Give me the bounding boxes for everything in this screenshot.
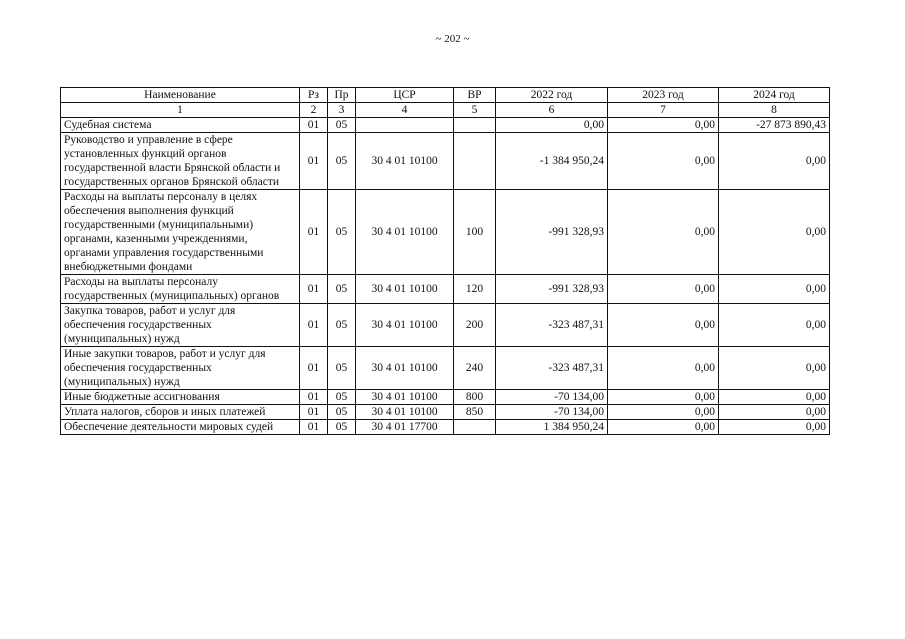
row-pr: 05 <box>328 304 356 347</box>
row-csr: 30 4 01 17700 <box>356 420 454 435</box>
row-pr: 05 <box>328 420 356 435</box>
row-2024: 0,00 <box>719 190 830 275</box>
row-rz: 01 <box>300 304 328 347</box>
row-2023: 0,00 <box>608 347 719 390</box>
row-2022: 1 384 950,24 <box>496 420 608 435</box>
table-row <box>61 190 830 275</box>
row-vr: 100 <box>454 190 496 275</box>
row-pr: 05 <box>328 133 356 190</box>
row-vr <box>454 133 496 190</box>
row-2022: -70 134,00 <box>496 405 608 420</box>
header-2022: 2022 год <box>496 88 608 103</box>
row-vr <box>454 118 496 133</box>
row-rz: 01 <box>300 390 328 405</box>
row-csr: 30 4 01 10100 <box>356 275 454 304</box>
row-2022: -991 328,93 <box>496 190 608 275</box>
row-2023: 0,00 <box>608 275 719 304</box>
row-pr: 05 <box>328 405 356 420</box>
row-vr <box>454 420 496 435</box>
row-vr: 800 <box>454 390 496 405</box>
row-name: Расходы на выплаты персоналу государственных (муниципальных) органов <box>61 275 300 304</box>
row-2024: -27 873 890,43 <box>719 118 830 133</box>
row-vr: 200 <box>454 304 496 347</box>
row-rz: 01 <box>300 275 328 304</box>
column-number: 6 <box>496 103 608 118</box>
table-row <box>61 304 830 347</box>
row-2024: 0,00 <box>719 133 830 190</box>
row-name: Закупка товаров, работ и услуг для обеспечения государственных (муниципальных) нужд <box>61 304 300 347</box>
header-row <box>61 88 830 103</box>
column-number: 5 <box>454 103 496 118</box>
row-2024: 0,00 <box>719 405 830 420</box>
row-csr: 30 4 01 10100 <box>356 405 454 420</box>
row-pr: 05 <box>328 190 356 275</box>
row-name: Уплата налогов, сборов и иных платежей <box>61 405 300 420</box>
row-name: Расходы на выплаты персоналу в целях обеспечения выполнения функций государственными (муниципальными) органами, казенными учреждениями, органами управления государственными внебюджетными фондами <box>61 190 300 275</box>
row-2022: -991 328,93 <box>496 275 608 304</box>
row-csr: 30 4 01 10100 <box>356 190 454 275</box>
row-2022: -70 134,00 <box>496 390 608 405</box>
row-pr: 05 <box>328 275 356 304</box>
row-2024: 0,00 <box>719 420 830 435</box>
row-csr <box>356 118 454 133</box>
header-vr: ВР <box>454 88 496 103</box>
column-number-row <box>61 103 830 118</box>
header-pr: Пр <box>328 88 356 103</box>
row-2023: 0,00 <box>608 118 719 133</box>
table-row <box>61 405 830 420</box>
row-name: Иные бюджетные ассигнования <box>61 390 300 405</box>
row-name: Иные закупки товаров, работ и услуг для обеспечения государственных (муниципальных) нужд <box>61 347 300 390</box>
row-rz: 01 <box>300 347 328 390</box>
row-2024: 0,00 <box>719 390 830 405</box>
row-2022: -323 487,31 <box>496 304 608 347</box>
row-2023: 0,00 <box>608 390 719 405</box>
row-2023: 0,00 <box>608 190 719 275</box>
column-number: 8 <box>719 103 830 118</box>
row-vr: 120 <box>454 275 496 304</box>
column-number: 2 <box>300 103 328 118</box>
row-2024: 0,00 <box>719 275 830 304</box>
row-pr: 05 <box>328 118 356 133</box>
column-number: 4 <box>356 103 454 118</box>
column-number: 1 <box>61 103 300 118</box>
header-2023: 2023 год <box>608 88 719 103</box>
row-rz: 01 <box>300 420 328 435</box>
table-row <box>61 347 830 390</box>
header-rz: Рз <box>300 88 328 103</box>
row-2022: -1 384 950,24 <box>496 133 608 190</box>
column-number: 3 <box>328 103 356 118</box>
table-row <box>61 390 830 405</box>
row-rz: 01 <box>300 190 328 275</box>
row-pr: 05 <box>328 347 356 390</box>
budget-table <box>60 87 830 435</box>
row-csr: 30 4 01 10100 <box>356 347 454 390</box>
row-2022: -323 487,31 <box>496 347 608 390</box>
row-name: Обеспечение деятельности мировых судей <box>61 420 300 435</box>
table-row <box>61 118 830 133</box>
row-rz: 01 <box>300 118 328 133</box>
page-number: ~ 202 ~ <box>435 33 470 45</box>
row-2023: 0,00 <box>608 405 719 420</box>
row-csr: 30 4 01 10100 <box>356 133 454 190</box>
row-vr: 240 <box>454 347 496 390</box>
header-2024: 2024 год <box>719 88 830 103</box>
row-name: Руководство и управление в сфере установленных функций органов государственной власти Брянской области и государственных органов Брянской области <box>61 133 300 190</box>
row-2024: 0,00 <box>719 304 830 347</box>
header-name: Наименование <box>61 88 300 103</box>
row-2024: 0,00 <box>719 347 830 390</box>
table-row <box>61 420 830 435</box>
row-rz: 01 <box>300 405 328 420</box>
row-vr: 850 <box>454 405 496 420</box>
row-2023: 0,00 <box>608 420 719 435</box>
table-row <box>61 133 830 190</box>
row-rz: 01 <box>300 133 328 190</box>
row-2023: 0,00 <box>608 304 719 347</box>
table-row <box>61 275 830 304</box>
column-number: 7 <box>608 103 719 118</box>
row-name: Судебная система <box>61 118 300 133</box>
row-pr: 05 <box>328 390 356 405</box>
row-csr: 30 4 01 10100 <box>356 304 454 347</box>
header-csr: ЦСР <box>356 88 454 103</box>
row-2022: 0,00 <box>496 118 608 133</box>
row-csr: 30 4 01 10100 <box>356 390 454 405</box>
row-2023: 0,00 <box>608 133 719 190</box>
